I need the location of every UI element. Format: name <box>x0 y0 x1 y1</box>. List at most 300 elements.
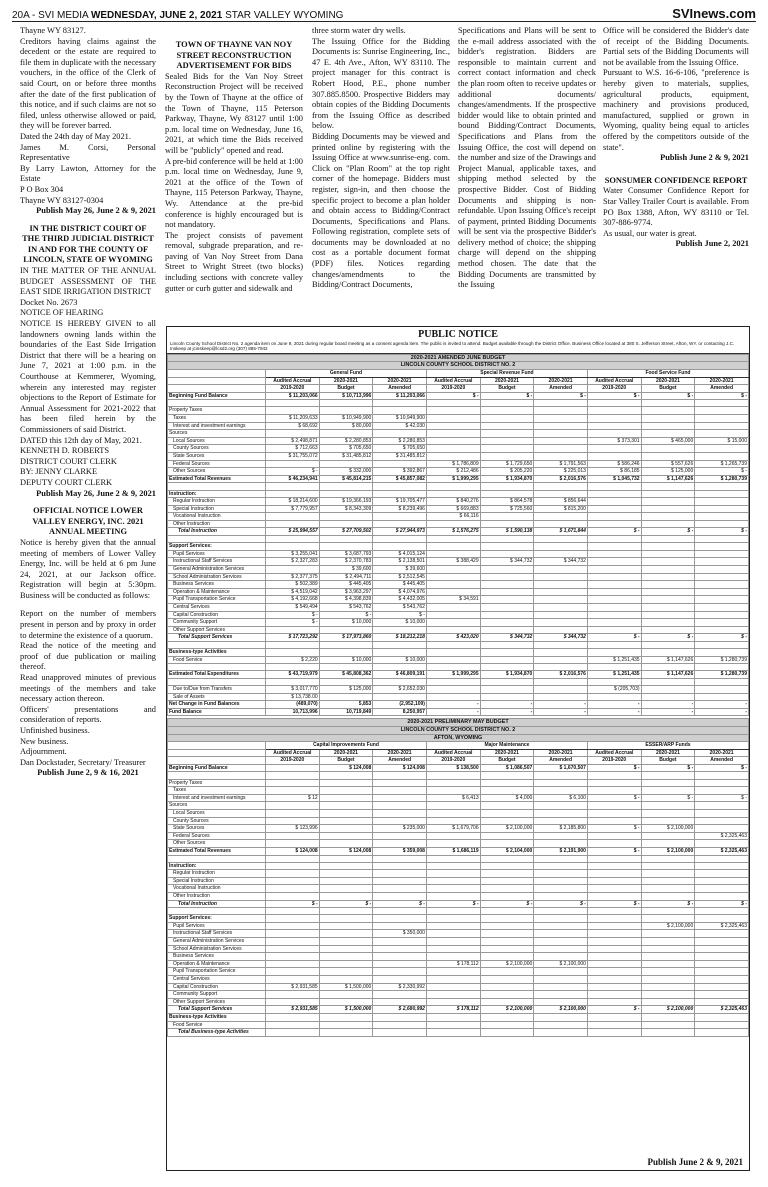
value-cell <box>641 885 695 893</box>
value-cell: $ 13,738.00 <box>266 693 320 701</box>
row-label: Taxes <box>168 415 266 423</box>
value-cell <box>266 543 320 551</box>
value-cell: $ 178,112 <box>426 960 480 968</box>
value-cell: $ - <box>373 900 427 908</box>
column-header: 2019-2020 <box>426 757 480 765</box>
value-cell <box>695 802 749 810</box>
value-cell <box>319 400 373 407</box>
probate-city: Thayne WY 83127-0304 <box>20 195 104 205</box>
value-cell <box>587 490 641 498</box>
value-cell <box>426 772 480 779</box>
value-cell <box>266 1029 320 1037</box>
value-cell: $ 350,000 <box>373 930 427 938</box>
value-cell: $ 43,719,979 <box>266 671 320 679</box>
value-cell <box>587 922 641 930</box>
table-row <box>168 453 749 461</box>
column-header: Amended <box>695 757 749 765</box>
value-cell <box>534 922 588 930</box>
table-row <box>168 468 749 476</box>
value-cell <box>587 453 641 461</box>
value-cell <box>587 550 641 558</box>
value-cell: $ 27,709,502 <box>319 528 373 536</box>
column-header: Audited Accrual <box>266 377 320 385</box>
value-cell <box>641 626 695 634</box>
value-cell <box>373 855 427 862</box>
value-cell: $ - <box>534 392 588 400</box>
value-cell <box>266 678 320 685</box>
value-cell <box>480 400 534 407</box>
row-label: Vocational Instruction <box>168 885 266 893</box>
value-cell: $ 725,560 <box>480 505 534 513</box>
value-cell: $ 1,934,870 <box>480 671 534 679</box>
value-cell <box>695 908 749 915</box>
value-cell <box>266 877 320 885</box>
value-cell <box>534 915 588 923</box>
value-cell: $ - <box>587 392 641 400</box>
value-cell: $ 1,590,138 <box>480 528 534 536</box>
value-cell <box>426 817 480 825</box>
row-label <box>168 664 266 671</box>
blank-cell <box>168 757 266 765</box>
row-label: Operation & Maintenance <box>168 588 266 596</box>
column-header: 2020-2021 <box>695 377 749 385</box>
value-cell <box>587 664 641 671</box>
value-cell <box>641 1021 695 1029</box>
value-cell: $ 2,191,900 <box>534 847 588 855</box>
value-cell <box>426 437 480 445</box>
value-cell <box>534 1029 588 1037</box>
value-cell <box>695 855 749 862</box>
table-row <box>168 656 749 664</box>
value-cell: $ 1,934,870 <box>480 475 534 483</box>
value-cell <box>480 565 534 573</box>
value-cell: $ 392,867 <box>373 468 427 476</box>
bid-paragraph: The project consists of pavement removal, subgrade preparation, and re-paving of Van Noy Street from Dana Street to Wright Street (two blocks) including sections with concrete valley gutter or curb gutter and sidewalk and <box>165 230 303 293</box>
value-cell <box>641 596 695 604</box>
value-cell <box>587 772 641 779</box>
value-cell: $ 2,512,545 <box>373 573 427 581</box>
value-cell <box>426 922 480 930</box>
value-cell: $ 2,100,000 <box>534 960 588 968</box>
value-cell <box>695 678 749 685</box>
value-cell <box>641 619 695 627</box>
table-row <box>168 498 749 506</box>
value-cell <box>587 678 641 685</box>
column-header-row <box>168 749 749 757</box>
value-cell <box>373 779 427 787</box>
table-row <box>168 671 749 679</box>
table-title: 2020-2021 AMENDED JUNE BUDGET <box>168 354 749 362</box>
value-cell <box>480 490 534 498</box>
row-label: Support Services: <box>168 543 266 551</box>
value-cell <box>534 991 588 999</box>
table-row <box>168 915 749 923</box>
court-clerk-title: DISTRICT COURT CLERK <box>20 456 117 466</box>
value-cell <box>695 407 749 415</box>
value-cell <box>695 787 749 795</box>
value-cell: $ 11,203,066 <box>373 392 427 400</box>
table-row <box>168 991 749 999</box>
value-cell <box>695 877 749 885</box>
value-cell <box>319 817 373 825</box>
value-cell <box>426 976 480 984</box>
value-cell <box>480 953 534 961</box>
value-cell: $ - <box>695 392 749 400</box>
value-cell <box>534 490 588 498</box>
value-cell: $ 373,301 <box>587 437 641 445</box>
value-cell <box>587 885 641 893</box>
row-label: Capital Construction <box>168 983 266 991</box>
agenda-item: Read the notice of the meeting and proof of due publication or mailing thereof. <box>20 641 156 672</box>
value-cell <box>641 422 695 430</box>
table-row <box>168 392 749 400</box>
value-cell <box>534 953 588 961</box>
value-cell <box>695 870 749 878</box>
value-cell: $ 856,644 <box>534 498 588 506</box>
value-cell: $ 27,944,973 <box>373 528 427 536</box>
court-docket: Docket No. 2673 <box>20 297 78 307</box>
value-cell <box>641 664 695 671</box>
column-header: 2020-2021 <box>373 377 427 385</box>
value-cell <box>587 817 641 825</box>
value-cell: $ 46,234,941 <box>266 475 320 483</box>
value-cell <box>641 641 695 648</box>
value-cell <box>587 1021 641 1029</box>
value-cell <box>695 400 749 407</box>
row-label: Instructional Staff Services <box>168 558 266 566</box>
value-cell: $ 2,185,800 <box>534 825 588 833</box>
table-row <box>168 976 749 984</box>
value-cell <box>534 603 588 611</box>
value-cell <box>587 870 641 878</box>
row-label: Community Support <box>168 991 266 999</box>
value-cell <box>373 809 427 817</box>
value-cell <box>373 626 427 634</box>
amended-budget-table <box>167 354 749 717</box>
table-row <box>168 626 749 634</box>
value-cell: $ 17,973,860 <box>319 634 373 642</box>
value-cell: $ 2,100,000 <box>641 1006 695 1014</box>
value-cell <box>587 983 641 991</box>
value-cell <box>480 915 534 923</box>
value-cell <box>695 626 749 634</box>
value-cell: $ 2,280,853 <box>319 437 373 445</box>
value-cell: $ 1,686,119 <box>426 847 480 855</box>
value-cell <box>426 885 480 893</box>
table-row <box>168 520 749 528</box>
value-cell: $ 344,732 <box>480 558 534 566</box>
value-cell <box>373 885 427 893</box>
column-3 <box>312 26 450 291</box>
value-cell <box>695 505 749 513</box>
value-cell <box>587 588 641 596</box>
table-row <box>168 678 749 685</box>
value-cell <box>480 422 534 430</box>
row-label: Local Sources <box>168 437 266 445</box>
value-cell: $ - <box>587 794 641 802</box>
value-cell <box>641 960 695 968</box>
site-name[interactable]: SVInews.com <box>672 6 756 21</box>
value-cell <box>426 656 480 664</box>
value-cell: $ 1,086,507 <box>480 764 534 772</box>
row-label: Taxes <box>168 787 266 795</box>
value-cell <box>534 483 588 490</box>
value-cell <box>534 983 588 991</box>
report-paragraph: As usual, our water is great. <box>603 228 697 238</box>
value-cell: $ 2,100,000 <box>480 960 534 968</box>
row-label: Business-type Activities <box>168 648 266 656</box>
public-notice-box <box>166 326 750 1171</box>
value-cell <box>319 870 373 878</box>
row-label: Total Support Services <box>168 1006 266 1014</box>
value-cell: $ - <box>480 900 534 908</box>
value-cell <box>695 648 749 656</box>
value-cell <box>587 400 641 407</box>
value-cell: $ 1,147,626 <box>641 475 695 483</box>
row-label: Due to/Due from Transfers <box>168 685 266 693</box>
value-cell: $ (205,703) <box>587 685 641 693</box>
value-cell <box>641 445 695 453</box>
value-cell <box>319 855 373 862</box>
value-cell <box>480 596 534 604</box>
value-cell <box>426 588 480 596</box>
value-cell <box>319 641 373 648</box>
row-label: Other Sources <box>168 840 266 848</box>
value-cell <box>641 581 695 589</box>
value-cell <box>319 968 373 976</box>
row-label: Federal Sources <box>168 832 266 840</box>
value-cell <box>534 840 588 848</box>
value-cell: $ 332,000 <box>319 468 373 476</box>
column-header: 2020-2021 <box>480 749 534 757</box>
value-cell <box>534 832 588 840</box>
value-cell <box>587 573 641 581</box>
value-cell: $ 815,200 <box>534 505 588 513</box>
value-cell <box>695 968 749 976</box>
value-cell <box>641 892 695 900</box>
value-cell: $ - <box>426 900 480 908</box>
value-cell <box>480 483 534 490</box>
value-cell <box>534 802 588 810</box>
value-cell <box>641 588 695 596</box>
value-cell <box>641 802 695 810</box>
value-cell <box>373 968 427 976</box>
section-label: 20A - SVI MEDIA <box>12 10 89 21</box>
table-title-row <box>168 354 749 362</box>
table-row <box>168 998 749 1006</box>
value-cell <box>480 656 534 664</box>
value-cell <box>373 483 427 490</box>
value-cell <box>641 832 695 840</box>
table-row <box>168 664 749 671</box>
value-cell <box>266 430 320 438</box>
value-cell <box>587 832 641 840</box>
table-row <box>168 1006 749 1014</box>
value-cell <box>641 908 695 915</box>
value-cell: $ 138,500 <box>426 764 480 772</box>
value-cell <box>373 991 427 999</box>
value-cell <box>695 596 749 604</box>
row-label <box>168 908 266 915</box>
value-cell <box>373 1013 427 1021</box>
value-cell <box>480 908 534 915</box>
value-cell <box>641 938 695 946</box>
value-cell <box>426 998 480 1006</box>
value-cell <box>587 603 641 611</box>
row-label: Local Sources <box>168 809 266 817</box>
table-row <box>168 483 749 490</box>
value-cell <box>695 603 749 611</box>
row-label: Instruction: <box>168 862 266 870</box>
value-cell <box>266 976 320 984</box>
value-cell <box>534 1013 588 1021</box>
bid-paragraph: Specifications and Plans will be sent to the e-mail address associated with the bidder's registration. Bidders are responsible to maintain current and correct contact information and check the plan room often to receive updates or additional documents/ changes/amendments. If the prospective bidder would like to obtain printed and bound Bidding/Contract Documents, Specifications and Plans from the Issuing Office, the cost will depend on the number and size of the Drawings and Project Manual, applicable taxes, and shipping method selected by the prospective Bidder. Cost of Bidding Documents and shipping is non-refundable. Upon Issuing Office's receipt of payment, printed Bidding Documents will be sent via the prospective Bidder's delivery method of choice; the shipping charge will depend on the shipping method chosen. The date that the Bidding Documents are transmitted by the Issuing <box>458 26 596 290</box>
value-cell <box>426 603 480 611</box>
value-cell <box>641 840 695 848</box>
value-cell <box>266 779 320 787</box>
value-cell <box>480 968 534 976</box>
value-cell <box>266 460 320 468</box>
table-row <box>168 794 749 802</box>
column-header: Audited Accrual <box>587 749 641 757</box>
value-cell <box>319 787 373 795</box>
value-cell <box>319 885 373 893</box>
value-cell: $ 2,016,576 <box>534 475 588 483</box>
value-cell <box>641 809 695 817</box>
table-row <box>168 475 749 483</box>
value-cell: $ 12 <box>266 794 320 802</box>
value-cell: $ - <box>426 392 480 400</box>
table-row <box>168 573 749 581</box>
value-cell <box>266 565 320 573</box>
probate-dated: Dated the 24th day of May 2021. <box>20 131 131 141</box>
table-title-row <box>168 362 749 370</box>
row-label: Total Instruction <box>168 528 266 536</box>
value-cell <box>587 908 641 915</box>
fund-header: Capital Improvements Fund <box>266 742 427 750</box>
value-cell: $ - <box>587 847 641 855</box>
column-header: Budget <box>480 385 534 393</box>
value-cell <box>480 938 534 946</box>
row-label: Total Business-type Activities <box>168 1029 266 1037</box>
blank-cell <box>168 377 266 385</box>
value-cell: $ 125,000 <box>319 685 373 693</box>
table-row <box>168 968 749 976</box>
value-cell: $ - <box>641 392 695 400</box>
table-title-row <box>168 719 749 727</box>
table-row <box>168 908 749 915</box>
table-row <box>168 900 749 908</box>
column-header: 2020-2021 <box>480 377 534 385</box>
value-cell <box>480 641 534 648</box>
value-cell <box>480 445 534 453</box>
row-label: Net Change in Fund Balances <box>168 701 266 709</box>
value-cell <box>480 892 534 900</box>
value-cell: $ - <box>695 528 749 536</box>
row-label: Property Taxes <box>168 407 266 415</box>
value-cell <box>426 840 480 848</box>
value-cell <box>319 772 373 779</box>
value-cell <box>534 437 588 445</box>
value-cell <box>319 915 373 923</box>
probate-address: Thayne WY 83127. <box>20 26 86 35</box>
value-cell: $ - <box>266 900 320 908</box>
table-row <box>168 634 749 642</box>
table-row <box>168 445 749 453</box>
value-cell <box>587 840 641 848</box>
value-cell: $ 6,413 <box>426 794 480 802</box>
value-cell <box>587 619 641 627</box>
value-cell <box>480 678 534 685</box>
value-cell <box>480 1029 534 1037</box>
value-cell <box>319 930 373 938</box>
value-cell: $ - <box>695 900 749 908</box>
value-cell <box>587 968 641 976</box>
row-label: Food Service <box>168 656 266 664</box>
value-cell <box>641 862 695 870</box>
value-cell: $ 705,650 <box>373 445 427 453</box>
column-header: 2019-2020 <box>587 757 641 765</box>
table-row <box>168 407 749 415</box>
table-row <box>168 422 749 430</box>
value-cell <box>266 953 320 961</box>
value-cell <box>373 960 427 968</box>
table-row <box>168 693 749 701</box>
probate-representative: James M. Corsi, Personal Representative <box>20 142 156 163</box>
value-cell: (489,070) <box>266 701 320 709</box>
value-cell <box>319 922 373 930</box>
value-cell <box>534 976 588 984</box>
table-row <box>168 840 749 848</box>
value-cell <box>534 626 588 634</box>
value-cell <box>695 809 749 817</box>
value-cell <box>373 922 427 930</box>
value-cell: $ - <box>641 634 695 642</box>
row-label: Pupil Services <box>168 550 266 558</box>
value-cell <box>319 430 373 438</box>
value-cell <box>319 908 373 915</box>
value-cell <box>426 453 480 461</box>
value-cell <box>426 968 480 976</box>
value-cell <box>266 968 320 976</box>
value-cell <box>480 930 534 938</box>
value-cell <box>480 513 534 521</box>
column-1 <box>20 26 156 779</box>
value-cell <box>695 573 749 581</box>
value-cell: $ 1,791,563 <box>534 460 588 468</box>
column-header: 2019-2020 <box>266 757 320 765</box>
value-cell <box>695 1021 749 1029</box>
value-cell <box>695 960 749 968</box>
value-cell <box>319 960 373 968</box>
value-cell <box>534 1021 588 1029</box>
value-cell <box>641 648 695 656</box>
row-label: County Sources <box>168 817 266 825</box>
value-cell: $ 388,429 <box>426 558 480 566</box>
value-cell <box>373 976 427 984</box>
value-cell: - <box>534 701 588 709</box>
value-cell <box>534 596 588 604</box>
value-cell <box>426 693 480 701</box>
value-cell <box>641 685 695 693</box>
value-cell <box>587 855 641 862</box>
report-paragraph: Water Consumer Confidence Report for Star Valley Trailer Court is available. From PO Box 1388, Afton, WY 83110 or Tel. 307-886-9774. <box>603 186 749 228</box>
value-cell <box>641 505 695 513</box>
value-cell: $ 2,100,000 <box>480 1006 534 1014</box>
value-cell <box>587 998 641 1006</box>
value-cell: $ 1,265,739 <box>695 460 749 468</box>
value-cell <box>641 693 695 701</box>
